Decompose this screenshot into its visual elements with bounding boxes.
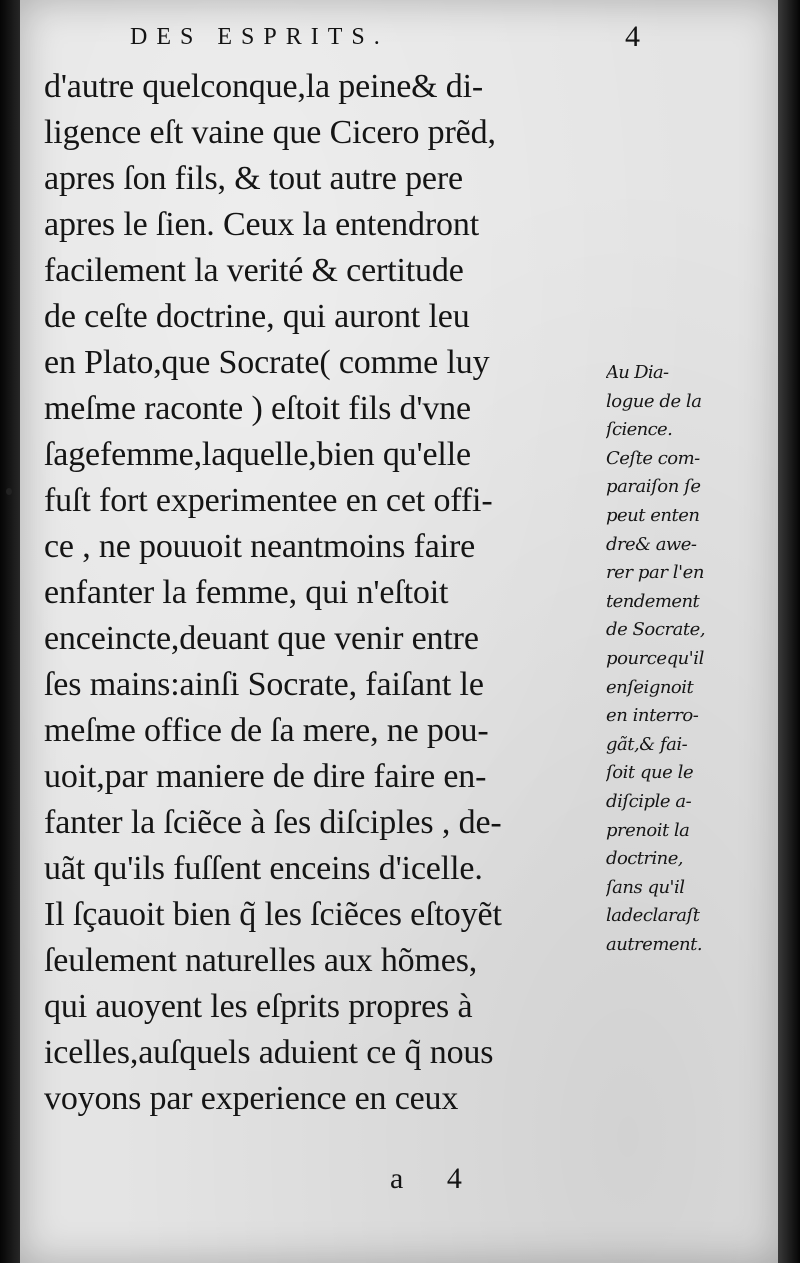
running-head xyxy=(120,20,640,60)
page-left-shadow xyxy=(0,0,22,1263)
text-line: voyons par experience en ceux xyxy=(44,1080,459,1117)
text-line: meſme raconte ) eſtoit fils d'vne xyxy=(44,390,471,427)
text-line: d'autre quelconque,la peine& di- xyxy=(44,68,484,105)
main-text-block xyxy=(44,64,604,1122)
text-line: enceincte,deuant que venir entre xyxy=(44,620,479,657)
margin-note-line: ſcience. xyxy=(606,419,673,441)
text-line: ſeulement naturelles aux hõmes, xyxy=(44,942,478,979)
margin-note-line: en interro- xyxy=(606,705,699,727)
text-line: ſes mains:ainſi Socrate, faiſant le xyxy=(44,666,484,703)
text-line: qui auoyent les eſprits propres à xyxy=(44,988,473,1025)
margin-note-line: doctrine, xyxy=(606,848,683,870)
margin-note-line: ſoit que le xyxy=(606,762,694,784)
text-line: fanter la ſciẽce à ſes diſciples , de- xyxy=(44,804,502,841)
text-line: icelles,auſquels aduient ce q̃ nous xyxy=(44,1034,494,1071)
margin-note-line: ladeclaraſt xyxy=(606,905,700,927)
running-title: DES ESPRITS. xyxy=(130,24,389,50)
folio-number: 4 xyxy=(625,20,640,53)
margin-note-line: paraiſon ſe xyxy=(606,476,701,498)
margin-note-line: gãt,& fai- xyxy=(606,733,688,755)
text-line: fuſt fort experimentee en cet offi- xyxy=(44,482,493,519)
text-line: meſme office de ſa mere, ne pou- xyxy=(44,712,489,749)
margin-note-line: Ceſte com- xyxy=(606,447,700,469)
text-line: uãt qu'ils fuſſent enceins d'icelle. xyxy=(44,850,483,887)
text-line: en Plato,que Socrate( comme luy xyxy=(44,344,490,381)
signature-mark: a 4 xyxy=(390,1162,480,1195)
margin-note-line: tendement xyxy=(606,590,700,612)
text-line: de ceſte doctrine, qui auront leu xyxy=(44,298,470,335)
text-line: uoit,par maniere de dire faire en- xyxy=(44,758,487,795)
margin-note-line: logue de la xyxy=(606,390,702,412)
margin-note-line: ſans qu'il xyxy=(606,876,685,898)
text-line: apres ſon fils, & tout autre pere xyxy=(44,160,463,197)
text-line: ſagefemme,laquelle,bien qu'elle xyxy=(44,436,471,473)
marginal-note xyxy=(606,359,766,959)
margin-note-line: de Socrate, xyxy=(606,619,706,641)
margin-note-line: peut enten xyxy=(606,504,700,526)
margin-note-line: rer par l'en xyxy=(606,562,705,584)
text-line: ligence eſt vaine que Cicero prẽd, xyxy=(44,114,496,151)
text-line: facilement la verité & certitude xyxy=(44,252,464,289)
page-right-shadow xyxy=(778,0,800,1263)
margin-note-line: pourcequ'il xyxy=(606,647,704,669)
text-line: enfanter la femme, qui n'eſtoit xyxy=(44,574,449,611)
margin-note-line: prenoit la xyxy=(606,819,690,841)
text-line: Il ſçauoit bien q̃ les ſciẽces eſtoyẽt xyxy=(44,896,502,933)
margin-note-line: diſciple a- xyxy=(606,790,692,812)
margin-note-line: Au Dia- xyxy=(606,362,669,383)
text-line: ce , ne pouuoit neantmoins faire xyxy=(44,528,476,565)
ink-speck xyxy=(6,488,12,495)
margin-note-line: autrement. xyxy=(606,933,703,955)
text-line: apres le ſien. Ceux la entendront xyxy=(44,206,480,243)
margin-note-line: dre& awe- xyxy=(606,533,697,555)
margin-note-line: enſeignoit xyxy=(606,676,694,698)
